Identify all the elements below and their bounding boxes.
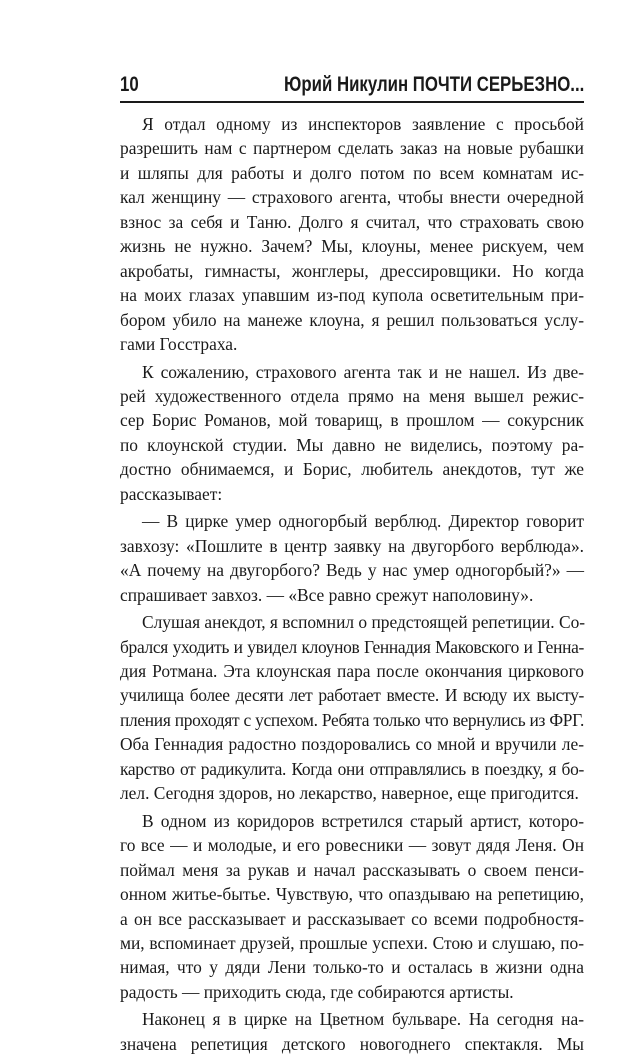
text-line: — В цирке умер одногорбый верблюд. Директор говорит <box>142 511 584 532</box>
text-line: Оба Геннадия радостно поздоровались со мной и вручили ле- <box>120 734 584 755</box>
text-line: карство от радикулита. Когда они отправлялись в поездку, я бо- <box>120 758 584 779</box>
text-line: сер Борис Романов, мой товарищ, в прошлом — сокурсник <box>120 410 584 431</box>
text-line: училища более десяти лет работает вместе. И всюду их высту- <box>120 685 584 706</box>
text-line: завхозу: «Пошлите в центр заявку на двугорбого верблюда». <box>120 535 584 556</box>
text-line: жизнь не нужно. Зачем? Мы, клоуны, менее рискуем, чем <box>120 236 584 257</box>
page-number: 10 <box>120 73 139 96</box>
text-line: достно обнимаемся, и Борис, любитель анекдотов, тут же <box>120 459 584 480</box>
text-line: нимая, что у дяди Лени только-то и осталась в жизни одна <box>120 957 584 978</box>
text-line: бором убило на манеже клоуна, я решил пользоваться услу- <box>120 309 584 330</box>
text-line: и шляпы для работы и долго потом по всем комнатам ис- <box>120 162 584 183</box>
text-line: поймал меня за рукав и начал рассказывать о своем пенси- <box>120 859 584 880</box>
text-line: значена репетиция детского новогоднего спектакля. Мы <box>120 1033 584 1054</box>
text-line: В одном из коридоров встретился старый артист, которо- <box>142 810 584 831</box>
paragraph <box>120 509 584 607</box>
text-line: а он все рассказывает и рассказывает со всеми подробностя- <box>120 908 584 929</box>
text-line: онном житье-бытье. Чувствую, что опаздываю на репетицию, <box>120 884 584 905</box>
text-line: разрешить нам с партнером сделать заказ на новые рубашки <box>120 138 584 159</box>
text-line: взнос за себя и Таню. Долго я считал, что страховать свою <box>120 211 584 232</box>
paragraph <box>120 112 584 357</box>
text-line: Наконец я в цирке на Цветном бульваре. На сегодня на- <box>142 1009 584 1030</box>
text-line: лел. Сегодня здоров, но лекарство, наверное, еще пригодится. <box>120 783 579 804</box>
text-line: Слушая анекдот, я вспомнил о предстоящей репетиции. Со- <box>142 612 586 633</box>
text-line: по клоунской студии. Мы давно не виделись, поэтому ра- <box>120 434 584 455</box>
text-line: кал женщину — страхового агента, чтобы внести очередной <box>120 187 584 208</box>
header-rule <box>120 101 584 103</box>
text-line: «А почему на двугорбого? Ведь у нас умер одногорбый?» — <box>120 560 584 581</box>
text-line: гами Госстраха. <box>120 334 238 355</box>
paragraph <box>120 610 584 806</box>
text-line: рассказывает: <box>120 483 223 504</box>
page-header <box>120 70 584 104</box>
text-line: на моих глазах упавшим из-под купола осветительным при- <box>120 285 584 306</box>
text-line: ми, вспоминает друзей, прошлые успехи. Стою и слушаю, по- <box>120 932 584 953</box>
paragraph <box>120 809 584 1005</box>
paragraph <box>120 1007 584 1056</box>
text-line: рей художественного отдела прямо на меня вышел режис- <box>120 385 584 406</box>
text-line: брался уходить и увидел клоунов Геннадия Маковского и Генна- <box>120 636 584 657</box>
paragraph <box>120 360 584 507</box>
text-line: пления проходят с успехом. Ребята только что вернулись из ФРГ. <box>120 709 584 730</box>
text-line: Я отдал одному из инспекторов заявление с просьбой <box>142 114 584 134</box>
body-text <box>120 112 584 1056</box>
text-line: акробаты, гимнасты, жонглеры, дрессировщики. Но когда <box>120 260 584 281</box>
text-line: радость — приходить сюда, где собираются артисты. <box>120 981 514 1002</box>
text-line: го все — и молодые, и его ровесники — зовут дядя Леня. Он <box>120 835 584 856</box>
text-line: дия Ротмана. Эта клоунская пара после окончания циркового <box>120 660 584 681</box>
text-line: К сожалению, страхового агента так и не нашел. Из две- <box>142 361 584 382</box>
text-line: спрашивает завхоз. — «Все равно срежут наполовину». <box>120 584 534 605</box>
running-head: Юрий Никулин ПОЧТИ СЕРЬЕЗНО... <box>283 73 584 96</box>
